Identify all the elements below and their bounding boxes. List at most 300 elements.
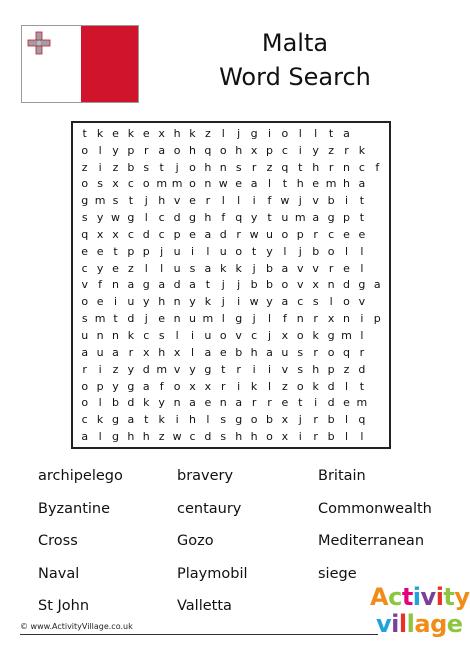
grid-letter: l	[360, 244, 364, 258]
grid-letter: b	[327, 194, 335, 208]
grid-letter: d	[219, 227, 227, 241]
grid-letter: l	[267, 177, 272, 191]
grid-letter: m	[202, 312, 214, 326]
grid-letter: u	[96, 345, 104, 359]
grid-letter: h	[189, 143, 196, 157]
grid-letter: m	[156, 362, 168, 376]
grid-letter: a	[158, 278, 166, 292]
grid-letter: f	[221, 211, 226, 225]
word-list-item: centaury	[177, 500, 242, 517]
george-cross-icon	[27, 31, 51, 55]
grid-letter: t	[267, 211, 272, 225]
grid-letter: u	[173, 261, 181, 275]
grid-letter	[370, 176, 385, 193]
grid-letter: h	[204, 211, 212, 225]
grid-letter: y	[96, 211, 104, 225]
grid-letter: n	[112, 329, 119, 343]
grid-letter: x	[281, 329, 289, 343]
grid-letter: f	[267, 194, 272, 208]
grid-letter: v	[312, 194, 319, 208]
grid-letter: h	[158, 194, 166, 208]
grid-letter: b	[327, 413, 335, 427]
grid-letter: o	[327, 244, 335, 258]
page-title	[180, 26, 410, 94]
grid-letter: k	[312, 329, 319, 343]
grid-letter: l	[221, 126, 225, 140]
grid-letter: r	[313, 430, 318, 444]
word-list-item: Britain	[318, 468, 366, 484]
grid-letter: b	[327, 430, 335, 444]
grid-letter: x	[189, 379, 196, 393]
grid-letter: p	[127, 244, 135, 258]
grid-letter: c	[81, 261, 88, 275]
grid-letter: a	[312, 211, 320, 225]
grid-letter: l	[360, 329, 364, 343]
grid-letter: l	[98, 396, 102, 410]
grid-letter: b	[250, 278, 258, 292]
grid-letter: l	[267, 312, 272, 326]
grid-letter: c	[251, 329, 258, 343]
grid-letter: y	[127, 362, 135, 376]
grid-letter: h	[127, 430, 135, 444]
grid-letter: o	[81, 143, 89, 157]
grid-letter: l	[344, 379, 349, 393]
grid-letter: k	[204, 295, 212, 309]
word-list-item: Byzantine	[38, 500, 111, 517]
grid-letter: i	[360, 312, 364, 326]
grid-letter	[370, 378, 385, 395]
grid-letter: n	[96, 329, 104, 343]
grid-letter: b	[266, 261, 273, 275]
grid-letter: d	[142, 227, 150, 241]
grid-letter	[370, 192, 385, 209]
grid-letter: n	[327, 278, 335, 292]
grid-letter: h	[250, 430, 258, 444]
grid-letter: s	[97, 177, 103, 191]
grid-letter: n	[343, 312, 350, 326]
grid-letter: h	[296, 177, 304, 191]
grid-letter: y	[158, 396, 165, 410]
grid-letter: j	[252, 312, 256, 326]
grid-letter: m	[356, 396, 368, 410]
grid-letter: u	[266, 227, 273, 241]
grid-letter: l	[283, 244, 287, 258]
grid-letter: e	[158, 312, 166, 326]
grid-letter: e	[358, 227, 366, 241]
grid-letter: j	[144, 194, 148, 208]
grid-letter: w	[249, 227, 259, 241]
grid-letter: n	[173, 295, 181, 309]
grid-letter: s	[81, 312, 88, 326]
grid-letter: h	[235, 430, 243, 444]
grid-letter: c	[158, 211, 165, 225]
grid-letter: k	[235, 261, 242, 275]
grid-letter	[370, 411, 385, 428]
grid-letter: j	[298, 194, 302, 208]
grid-letter: x	[204, 379, 212, 393]
word-list-item: Valletta	[177, 598, 232, 614]
footer-divider	[20, 634, 378, 635]
grid-letter: v	[281, 362, 289, 376]
grid-letter: c	[281, 143, 288, 157]
title-line-2: Word Search	[219, 63, 371, 91]
grid-letter: l	[329, 295, 333, 309]
grid-letter: z	[128, 261, 134, 275]
logo-line-2: village	[376, 610, 463, 638]
grid-letter: r	[313, 312, 318, 326]
grid-letter: o	[343, 295, 350, 309]
grid-letter: k	[96, 413, 104, 427]
grid-letter: o	[81, 396, 89, 410]
grid-letter: z	[158, 430, 165, 444]
grid-letter: n	[343, 160, 350, 174]
word-list-item: bravery	[177, 468, 234, 484]
grid-letter: l	[144, 261, 148, 275]
grid-letter: k	[143, 396, 150, 410]
grid-letter: a	[81, 430, 89, 444]
grid-letter: c	[158, 227, 165, 241]
grid-letter: h	[142, 430, 150, 444]
grid-letter: d	[204, 430, 212, 444]
grid-letter: k	[96, 126, 104, 140]
grid-letter: a	[127, 278, 135, 292]
grid-letter: s	[158, 329, 165, 343]
grid-letter: a	[81, 345, 89, 359]
grid-letter: h	[312, 362, 320, 376]
grid-letter: o	[189, 177, 196, 191]
grid-letter: m	[341, 329, 352, 343]
grid-letter: e	[112, 126, 119, 140]
grid-letter: w	[218, 177, 228, 191]
grid-letter: a	[189, 396, 196, 410]
grid-letter: g	[358, 278, 366, 292]
grid-letter: s	[297, 345, 304, 359]
grid-letter: o	[281, 278, 289, 292]
grid-letter: r	[313, 227, 318, 241]
grid-letter: e	[96, 295, 104, 309]
grid-letter: b	[266, 413, 273, 427]
grid-letter: k	[250, 379, 258, 393]
grid-letter: r	[205, 194, 211, 208]
grid-letter: t	[144, 413, 149, 427]
grid-letter	[370, 142, 385, 159]
grid-letter: g	[112, 413, 119, 427]
grid-letter: y	[96, 261, 104, 275]
grid-letter: c	[143, 329, 150, 343]
grid-letter: i	[113, 295, 118, 309]
grid-letter: x	[281, 430, 289, 444]
grid-letter: e	[343, 396, 350, 410]
grid-letter: c	[297, 295, 304, 309]
grid-letter: o	[219, 329, 227, 343]
grid-letter: u	[81, 329, 89, 343]
grid-letter: q	[358, 413, 366, 427]
grid-letter: w	[249, 295, 259, 309]
grid-letter: x	[112, 177, 119, 191]
grid-letter: j	[237, 126, 241, 140]
grid-letter: o	[189, 160, 196, 174]
grid-letter: j	[298, 413, 302, 427]
grid-letter: d	[173, 278, 181, 292]
grid-letter: x	[96, 227, 104, 241]
grid-letter: l	[237, 194, 241, 208]
grid-letter: q	[281, 160, 289, 174]
grid-letter: l	[344, 430, 349, 444]
grid-letter: l	[344, 244, 349, 258]
grid-letter: s	[312, 295, 319, 309]
grid-letter: k	[220, 261, 227, 275]
grid-letter: i	[237, 379, 241, 393]
grid-letter: r	[221, 379, 226, 393]
grid-letter: m	[294, 211, 306, 225]
grid-letter: i	[190, 329, 195, 343]
flag-red-half	[81, 26, 138, 102]
grid-letter: r	[359, 345, 365, 359]
grid-letter: d	[358, 362, 366, 376]
grid-letter: h	[173, 126, 181, 140]
grid-letter: k	[312, 379, 319, 393]
grid-letter: s	[189, 261, 196, 275]
grid-letter: c	[328, 227, 335, 241]
grid-letter: w	[172, 430, 182, 444]
grid-letter: d	[127, 312, 135, 326]
grid-letter: u	[173, 244, 181, 258]
grid-letter: t	[159, 160, 164, 174]
grid-letter	[370, 226, 385, 243]
grid-letter: k	[358, 143, 366, 157]
grid-letter: i	[252, 362, 256, 376]
grid-letter: t	[128, 194, 134, 208]
grid-letter: l	[267, 379, 272, 393]
grid-letter: g	[189, 211, 196, 225]
grid-letter: q	[235, 211, 243, 225]
grid-letter: l	[206, 413, 210, 427]
grid-letter: y	[112, 379, 119, 393]
logo-line-1: Activity	[370, 583, 470, 611]
grid-letter: l	[160, 261, 164, 275]
word-list-item: St John	[38, 598, 90, 614]
grid-letter: v	[297, 261, 304, 275]
grid-letter: a	[281, 295, 289, 309]
grid-letter: l	[344, 413, 349, 427]
grid-letter: o	[173, 379, 181, 393]
grid-letter: t	[251, 244, 257, 258]
grid-letter: z	[112, 362, 119, 376]
grid-letter: q	[81, 227, 89, 241]
grid-letter: j	[237, 278, 241, 292]
grid-letter: s	[220, 430, 227, 444]
grid-letter: g	[327, 329, 335, 343]
grid-letter: x	[112, 227, 119, 241]
grid-letter: c	[127, 177, 134, 191]
grid-letter: y	[266, 244, 273, 258]
grid-letter: o	[281, 227, 289, 241]
grid-letter: a	[235, 396, 243, 410]
word-list-item: Naval	[38, 565, 80, 582]
grid-letter: d	[327, 379, 335, 393]
grid-letter: e	[96, 244, 104, 258]
grid-letter: o	[281, 126, 289, 140]
grid-letter: a	[266, 345, 273, 359]
grid-letter: r	[144, 143, 149, 157]
word-list-item: Playmobil	[177, 565, 248, 582]
grid-letter: r	[344, 143, 349, 157]
grid-letter: g	[81, 194, 89, 208]
grid-letter	[370, 125, 385, 142]
word-list-item: archipelego	[38, 468, 123, 484]
grid-letter: j	[144, 312, 148, 326]
grid-letter: u	[219, 244, 227, 258]
grid-letter: t	[205, 278, 211, 292]
grid-letter: a	[127, 413, 135, 427]
grid-letter: a	[373, 278, 381, 292]
flag-white-half	[22, 26, 81, 102]
grid-letter: g	[112, 430, 119, 444]
grid-letter: r	[313, 413, 318, 427]
grid-letter: a	[158, 143, 166, 157]
grid-letter: v	[297, 278, 304, 292]
grid-letter: x	[327, 312, 335, 326]
grid-letter: n	[173, 312, 181, 326]
grid-letter: a	[204, 227, 212, 241]
grid-letter: j	[221, 278, 225, 292]
grid-letter: z	[112, 160, 119, 174]
grid-letter: t	[298, 396, 303, 410]
grid-letter	[370, 293, 385, 310]
grid-letter: p	[142, 244, 150, 258]
grid-letter: f	[282, 312, 287, 326]
grid-letter: j	[221, 295, 225, 309]
grid-letter: i	[267, 126, 272, 140]
grid-letter: s	[235, 160, 242, 174]
grid-letter: p	[127, 143, 135, 157]
grid-letter: e	[281, 396, 289, 410]
grid-letter: e	[142, 126, 150, 140]
grid-letter: i	[190, 244, 195, 258]
grid-letter: a	[189, 278, 196, 292]
grid-letter: h	[343, 177, 350, 191]
grid-letter: w	[110, 211, 120, 225]
grid-letter: g	[327, 211, 335, 225]
grid-letter: i	[298, 143, 302, 157]
grid-letter: y	[189, 362, 196, 376]
grid-letter: m	[171, 177, 183, 191]
grid-letter: w	[280, 194, 290, 208]
grid-letter: v	[358, 295, 366, 309]
grid-letter: y	[143, 295, 150, 309]
grid-letter: m	[156, 177, 168, 191]
grid-letter: a	[204, 345, 212, 359]
grid-letter: z	[343, 362, 350, 376]
grid-letter: j	[267, 329, 272, 343]
grid-letter: o	[266, 430, 273, 444]
grid-letter: a	[204, 261, 212, 275]
grid-letter: n	[204, 177, 212, 191]
grid-letter: x	[143, 345, 150, 359]
grid-letter: o	[327, 345, 335, 359]
grid-letter	[370, 243, 385, 260]
grid-letter: r	[236, 362, 241, 376]
grid-letter: g	[127, 379, 135, 393]
grid-letter: n	[219, 396, 227, 410]
grid-letter: b	[235, 345, 243, 359]
grid-letter: t	[113, 244, 118, 258]
grid-letter: p	[173, 227, 181, 241]
grid-letter: l	[298, 126, 302, 140]
grid-letter: g	[204, 362, 212, 376]
grid-letter: o	[173, 143, 181, 157]
grid-letter: k	[127, 126, 135, 140]
grid-letter: d	[327, 396, 335, 410]
grid-letter: p	[327, 362, 335, 376]
grid-letter: r	[313, 345, 318, 359]
grid-letter	[370, 327, 385, 344]
grid-letter: g	[127, 211, 135, 225]
grid-letter: u	[281, 211, 289, 225]
grid-letter: r	[251, 160, 257, 174]
grid-letter: o	[296, 379, 304, 393]
grid-letter: l	[144, 211, 148, 225]
grid-letter: r	[236, 227, 241, 241]
grid-letter: o	[142, 177, 150, 191]
grid-letter: o	[81, 379, 89, 393]
grid-letter: s	[112, 194, 119, 208]
grid-letter: t	[359, 194, 365, 208]
grid-letter: m	[325, 177, 337, 191]
word-list-item: Mediterranean	[318, 533, 425, 549]
grid-letter: v	[173, 194, 181, 208]
activity-village-logo	[370, 578, 470, 648]
grid-letter: g	[250, 126, 258, 140]
grid-letter: e	[343, 227, 350, 241]
grid-letter: i	[267, 362, 272, 376]
grid-letter: e	[219, 345, 227, 359]
grid-letter: y	[189, 295, 196, 309]
grid-letter: p	[296, 227, 304, 241]
grid-letter: z	[266, 160, 273, 174]
grid-letter: o	[296, 329, 304, 343]
grid-letter: h	[158, 295, 166, 309]
grid-letter: k	[127, 329, 135, 343]
grid-letter: h	[204, 160, 212, 174]
grid-letter: p	[266, 143, 273, 157]
grid-letter: h	[189, 413, 196, 427]
grid-letter: t	[298, 160, 303, 174]
grid-letter: b	[112, 396, 119, 410]
grid-letter: t	[328, 126, 334, 140]
grid-letter: i	[298, 430, 302, 444]
grid-letter: z	[282, 379, 288, 393]
copyright-text: © www.ActivityVillage.co.uk	[20, 622, 133, 631]
grid-letter: d	[142, 362, 150, 376]
grid-letter: i	[252, 194, 256, 208]
title-line-1: Malta	[261, 29, 329, 57]
grid-letter: x	[250, 143, 258, 157]
grid-letter: t	[82, 126, 87, 140]
grid-letter: v	[235, 329, 242, 343]
grid-letter: k	[189, 126, 196, 140]
grid-letter: t	[113, 312, 118, 326]
grid-letter: e	[312, 177, 320, 191]
grid-letter: x	[173, 345, 181, 359]
grid-letter: l	[221, 312, 225, 326]
grid-letter: y	[312, 143, 319, 157]
grid-letter: k	[158, 413, 165, 427]
grid-letter: r	[328, 160, 334, 174]
grid-letter: s	[81, 211, 88, 225]
grid-letter: a	[358, 177, 366, 191]
grid-letter: l	[360, 430, 364, 444]
